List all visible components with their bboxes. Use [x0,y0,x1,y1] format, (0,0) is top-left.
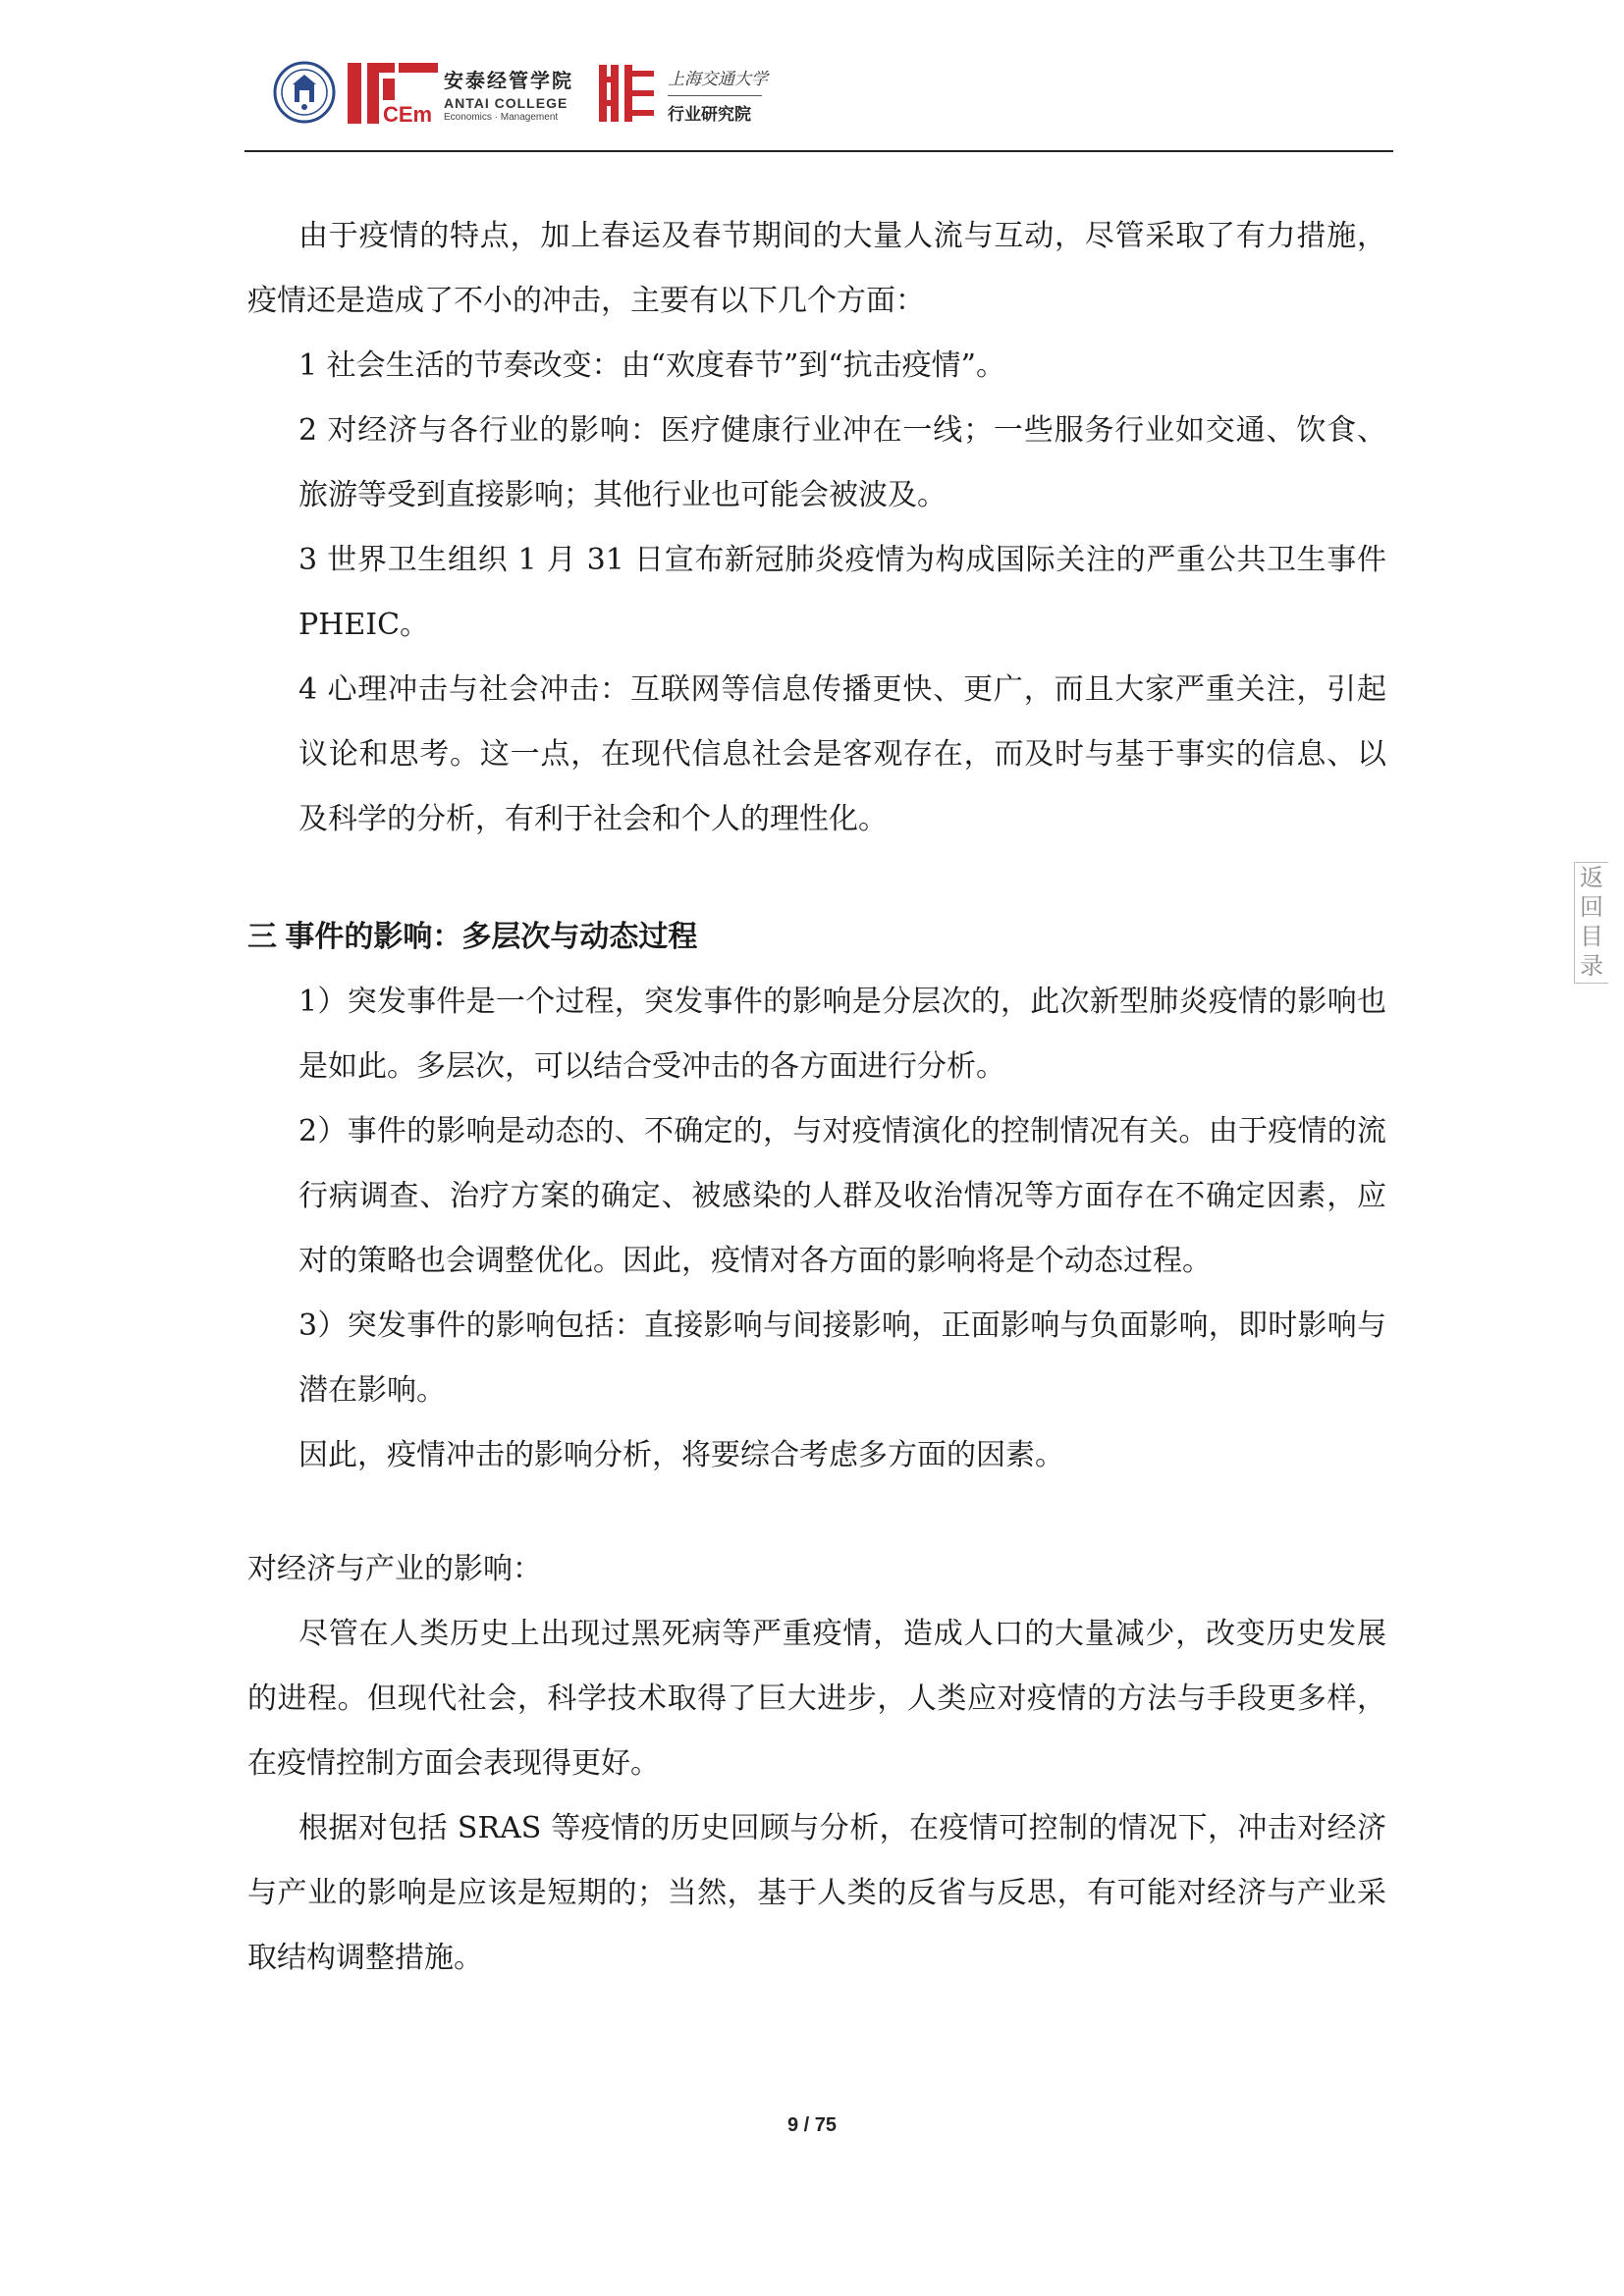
list-item-1: 1 社会生活的节奏改变：由“欢度春节”到“抗击疫情”。 [298,348,1005,383]
antai-en-subtitle: Economics · Management [444,112,559,123]
section-point-3: 3）突发事件的影响包括：直接影响与间接影响，正面影响与负面影响，即时影响与潜在影响。 [298,1308,1386,1408]
page-number: 9 / 75 [786,2114,838,2136]
economy-paragraph-2: 根据对包括 SRAS 等疫情的历史回顾与分析，在疫情可控制的情况下，冲击对经济与产业的影响是应该是短期的；当然，基于人类的反省与反思，有可能对经济与产业采取结构调整措施。 [247,1811,1386,1975]
section-point-2: 2）事件的影响是动态的、不确定的，与对疫情演化的控制情况有关。由于疫情的流行病调查、治疗方案的确定、被感染的人群及收治情况等方面存在不确定因素，应对的策略也会调整优化。因此，疫情对各方面的影响将是个动态过程。 [298,1114,1386,1278]
back-to-contents-char: 录 [1580,952,1603,980]
document-body [247,204,1386,1991]
list-item-4: 4 心理冲击与社会冲击：互联网等信息传播更快、更广，而且大家严重关注，引起议论和思考。这一点，在现代信息社会是客观存在，而及时与基于事实的信息、以及科学的分析，有利于社会和个人的理性化。 [298,672,1386,836]
svg-text:CEm: CEm [383,102,433,126]
header-divider [244,150,1393,152]
back-to-contents-char: 返 [1580,864,1603,891]
section-conclusion: 因此，疫情冲击的影响分析，将要综合考虑多方面的因素。 [298,1438,1064,1472]
logo-divider [668,95,762,96]
institute-mark-logo [597,61,658,126]
back-to-contents-link[interactable] [1574,862,1608,984]
economy-paragraph-1: 尽管在人类历史上出现过黑死病等严重疫情，造成人口的大量减少，改变历史发展的进程。但现代社会，科学技术取得了巨大进步，人类应对疫情的方法与手段更多样，在疫情控制方面会表现得更好。 [247,1617,1386,1781]
intro-paragraph: 由于疫情的特点，加上春运及春节期间的大量人流与互动，尽管采取了有力措施，疫情还是造成了不小的冲击，主要有以下几个方面： [247,219,1386,318]
section-heading: 三 事件的影响：多层次与动态过程 [247,921,698,953]
sjtu-institute-logo-text [668,65,776,125]
section-point-1: 1）突发事件是一个过程，突发事件的影响是分层次的，此次新型肺炎疫情的影响也是如此。多层次，可以结合受冲击的各方面进行分析。 [298,985,1386,1084]
antai-college-logo-text [444,65,591,123]
spacer [247,1488,1386,1537]
antai-en-name: ANTAI COLLEGE [444,95,568,111]
sjtu-seal-logo [273,61,336,124]
page-header [263,57,1392,135]
list-item-3: 3 世界卫生组织 1 月 31 日宣布新冠肺炎疫情为构成国际关注的严重公共卫生事件 PHEIC。 [298,543,1386,642]
back-to-contents-char: 目 [1580,923,1603,950]
antai-cn-name: 安泰经管学院 [444,71,573,92]
economy-subtitle: 对经济与产业的影响： [247,1552,542,1586]
sjtu-name: 上海交通大学 [668,70,768,89]
back-to-contents-char: 回 [1580,893,1603,921]
acem-logo [346,61,440,126]
institute-name: 行业研究院 [668,105,751,124]
list-item-2: 2 对经济与各行业的影响：医疗健康行业冲在一线；一些服务行业如交通、饮食、旅游等受到直接影响；其他行业也可能会被波及。 [298,413,1386,512]
